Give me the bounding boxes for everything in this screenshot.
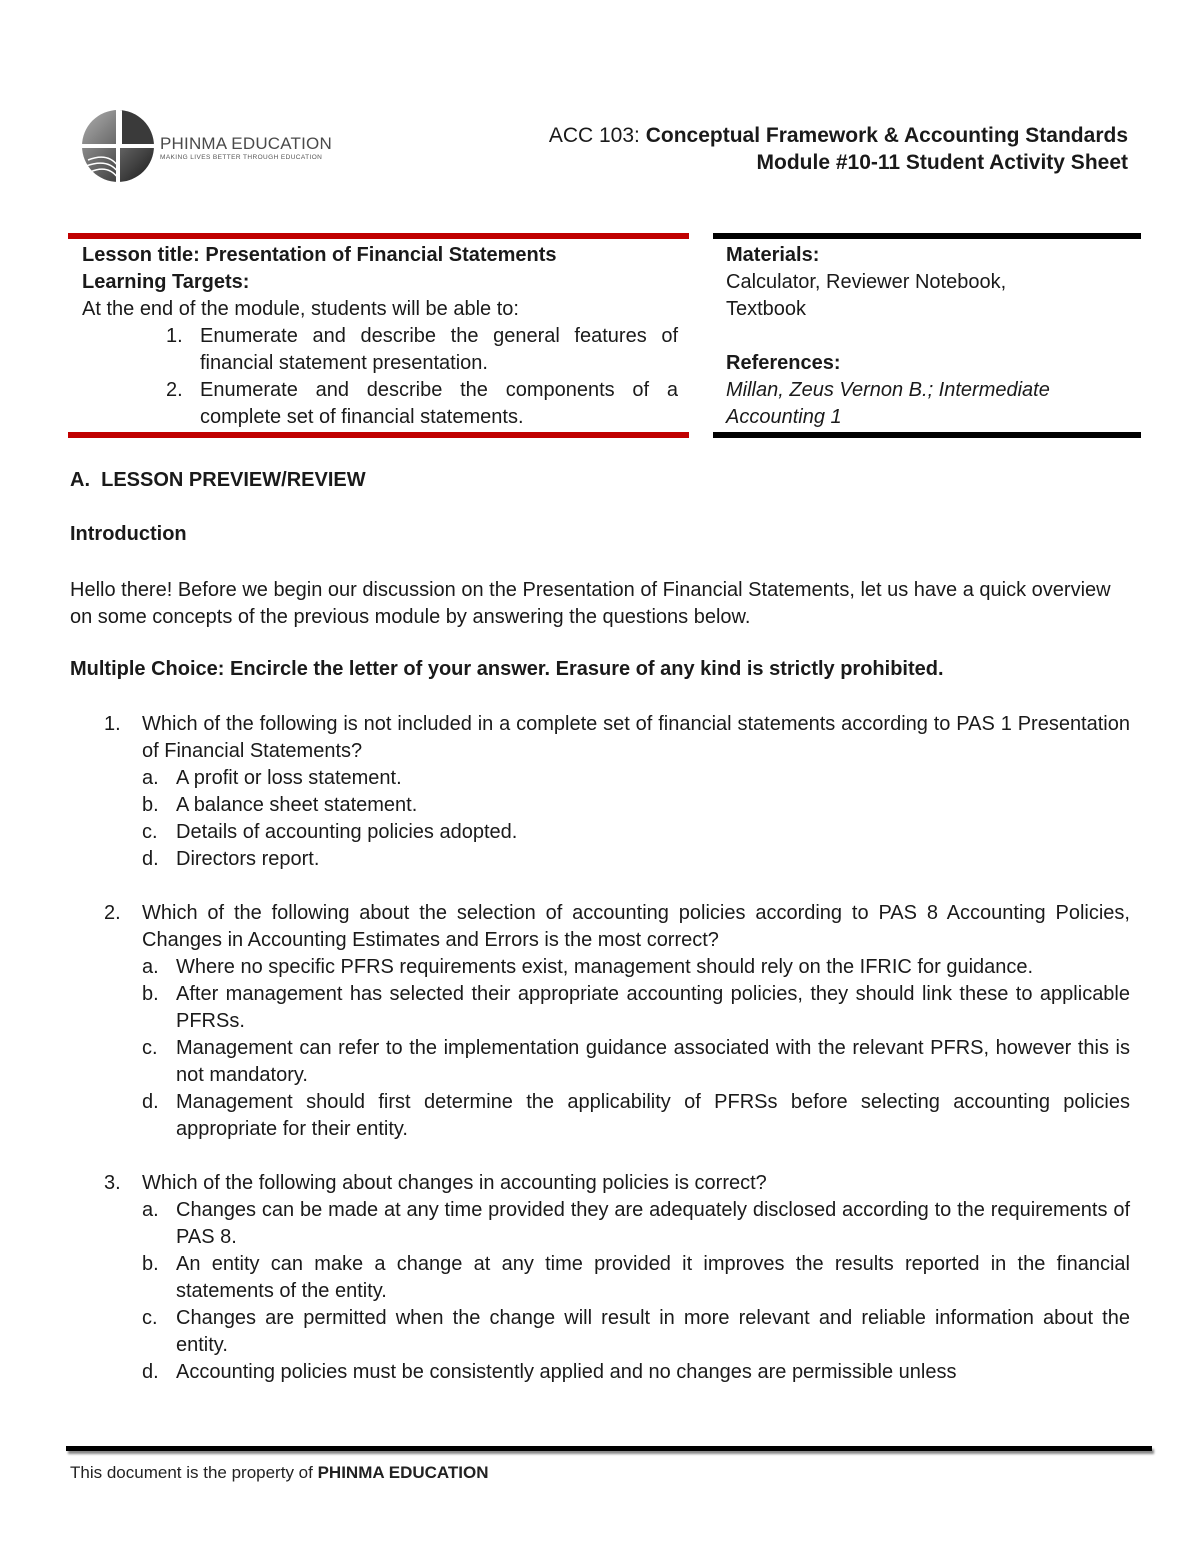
introduction-heading: Introduction [70,523,187,545]
footer-rule [66,1446,1152,1451]
materials-list: Calculator, Reviewer Notebook, Textbook [726,271,1007,320]
learning-targets-heading: Learning Targets: [82,271,250,293]
option-text: Accounting policies must be consistently applied and no changes are permissible unless [176,1361,957,1383]
answer-option[interactable] [142,981,1130,1035]
question-item [70,711,1130,873]
answer-option[interactable] [142,954,1130,981]
answer-option[interactable] [142,846,1130,873]
option-letter[interactable]: d. [142,848,159,870]
question-item [70,1170,1130,1386]
question-text: Which of the following about the selection of accounting policies according to PAS 8 Accounting Policies, Changes in Accounting Estimates and Errors is the most correct? [142,902,1130,951]
materials-box-top-rule [713,233,1141,239]
course-code: ACC 103: [548,124,640,147]
option-text: Changes are permitted when the change will result in more relevant and reliable information about the entity. [176,1307,1130,1356]
option-text: A profit or loss statement. [176,767,402,789]
question-number: 1. [104,713,121,735]
option-letter[interactable]: b. [142,983,159,1005]
question-text: Which of the following is not included in a complete set of financial statements according to PAS 1 Presentation of Financial Statements? [142,713,1130,762]
section-title: A. LESSON PREVIEW/REVIEW [70,469,366,491]
option-text: After management has selected their appropriate accounting policies, they should link these to applicable PFRSs. [176,983,1130,1032]
lesson-box [82,242,678,431]
introduction-paragraph: Hello there! Before we begin our discussion on the Presentation of Financial Statements, let us have a quick overview on some concepts of the previous module by answering the questions below. [70,579,1111,628]
option-letter[interactable]: b. [142,794,159,816]
course-heading [549,124,1128,148]
option-letter[interactable]: d. [142,1361,159,1383]
option-letter[interactable]: b. [142,1253,159,1275]
answer-option[interactable] [142,1251,1130,1305]
question-list [70,711,1130,1413]
option-text: Where no specific PFRS requirements exist, management should rely on the IFRIC for guidance. [176,956,1034,978]
lesson-box-top-rule [68,233,689,239]
option-text: Management should first determine the applicability of PFRSs before selecting accounting policies appropriate for their entity. [176,1091,1130,1140]
learning-target-number: 2. [166,379,183,401]
option-text: A balance sheet statement. [176,794,418,816]
learning-target-item [82,323,678,377]
answer-option[interactable] [142,1197,1130,1251]
option-text: Details of accounting policies adopted. [176,821,518,843]
option-text: Management can refer to the implementation guidance associated with the relevant PFRS, however this is not mandatory. [176,1037,1130,1086]
learning-target-text: Enumerate and describe the general features of financial statement presentation. [200,325,678,374]
logo-globe-icon [78,106,158,184]
materials-box [726,242,1126,431]
learning-target-number: 1. [166,325,183,347]
option-letter[interactable]: c. [142,1307,158,1329]
references-text: Millan, Zeus Vernon B.; Intermediate Accounting 1 [726,379,1050,428]
option-letter[interactable]: a. [142,1199,159,1221]
answer-option[interactable] [142,765,1130,792]
option-text: An entity can make a change at any time provided it improves the results reported in the financial statements of the entity. [176,1253,1130,1302]
lesson-box-bottom-rule [68,432,689,438]
option-letter[interactable]: c. [142,1037,158,1059]
answer-option[interactable] [142,819,1130,846]
logo-wordmark: PHINMA EDUCATION [160,134,332,153]
question-text: Which of the following about changes in accounting policies is correct? [142,1172,767,1194]
footer-owner: PHINMA EDUCATION [317,1463,489,1482]
learning-targets-intro: At the end of the module, students will be able to: [82,298,519,320]
option-letter[interactable]: a. [142,956,159,978]
logo-tagline: MAKING LIVES BETTER THROUGH EDUCATION [160,154,323,161]
question-number: 2. [104,902,121,924]
learning-target-item [82,377,678,431]
question-number: 3. [104,1172,121,1194]
answer-option[interactable] [142,1089,1130,1143]
learning-targets-list [82,323,678,431]
multiple-choice-instructions: Multiple Choice: Encircle the letter of your answer. Erasure of any kind is strictly prohibited. [70,658,944,680]
option-text: Changes can be made at any time provided they are adequately disclosed according to the requirements of PAS 8. [176,1199,1130,1248]
footer-prefix: This document is the property of [70,1463,313,1482]
answer-option[interactable] [142,1359,1130,1386]
question-item [70,900,1130,1143]
course-title: Conceptual Framework & Accounting Standards [645,124,1128,147]
answer-option[interactable] [142,1035,1130,1089]
lesson-title: Lesson title: Presentation of Financial Statements [82,244,557,266]
footer-note [70,1463,489,1483]
materials-box-bottom-rule [713,432,1141,438]
references-heading: References: [726,352,841,374]
materials-heading: Materials: [726,244,820,266]
option-text: Directors report. [176,848,320,870]
learning-target-text: Enumerate and describe the components of a complete set of financial statements. [200,379,678,428]
option-letter[interactable]: d. [142,1091,159,1113]
option-letter[interactable]: a. [142,767,159,789]
option-letter[interactable]: c. [142,821,158,843]
answer-option[interactable] [142,792,1130,819]
module-title: Module #10-11 Student Activity Sheet [756,151,1128,174]
answer-option[interactable] [142,1305,1130,1359]
